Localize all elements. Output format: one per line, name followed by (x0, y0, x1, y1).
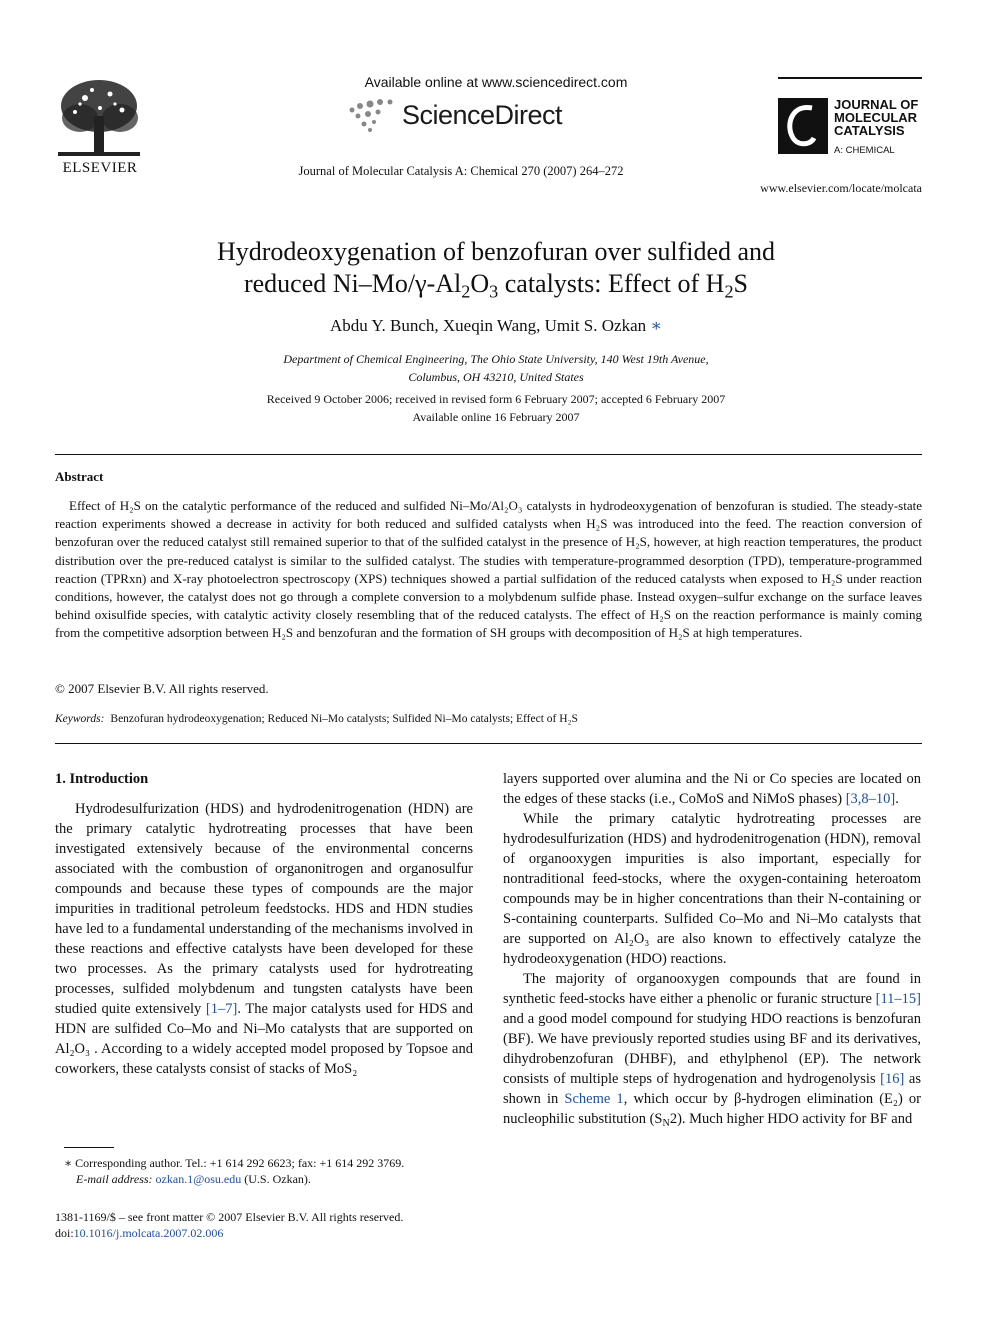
journal-url[interactable]: www.elsevier.com/locate/molcata (760, 181, 922, 195)
article-title: Hydrodeoxygenation of benzofuran over sulfided and reduced $Ni-Mo/\gamma-Al_2O_3$ catalysts: Effect of $H_2S$ (216, 237, 776, 302)
abstract-body: Effect of H₂S on the catalytic performance of the reduced and sulfided Ni–Mo/Al₂O₃ catalysts in hydrodeoxygenation of benzofuran is studied. The steady-state reaction experiments showed a decrease in activity for both reduced and sulfided catalysts when H₂S was introduced into the feed. The reaction conversion of benzofuran over the reduced catalyst still remained superior to that of the sulfided catalyst in the presence of H₂S, however, at high reaction temperatures, the product distribution over the pre-reduced catalyst is similar to the sulfided catalyst. The studies with temperature-programmed desorption (TPD), temperature-programmed reaction (TPRxn) and X-ray photoelectron spectroscopy (XPS) techniques showed a partial sulfidation of the reduced catalysts when exposed to H₂S under reaction conditions, however, the catalyst does not go through a complete conversion to a molybdenum sulfide phase. Instead oxygen–sulfur exchange on the surface leaves behind oxisulfide species, with catalytic activity closely resembling that of the reduced catalysts. The effect of H₂S on the reaction performance is mainly coming from the competitive adsorption between H₂S and benzofuran and the formation of SH groups with decomposition of H₂S at high temperatures. (55, 498, 922, 641)
scheme-link[interactable]: Scheme 1 (564, 1091, 624, 1107)
available-online-text: Available online at www.sciencedirect.com (364, 74, 628, 90)
journal-logo-rule (778, 77, 922, 79)
journal-logo-icon (778, 98, 828, 154)
top-divider (55, 454, 922, 455)
intro-paragraph-2: While the primary catalytic hydrotreating processes are hydrodesulfurization (HDS) and hydrodenitrogenation (HDN), removal of organooxygen impurities is also important, especially for nontraditional feed-stocks, where the oxygen-containing heteroatom compounds may be in higher concentrations than their N-containing or S-containing counterparts. Sulfided Co–Mo and Ni–Mo catalysts that are supported on Al₂O₃ are also known to effectively catalyze the hydrodeoxygenation (HDO) reactions. (503, 811, 921, 967)
right-column (503, 769, 921, 1129)
intro-paragraph-1: Hydrodesulfurization (HDS) and hydrodenitrogenation (HDN) are the primary catalytic hydrotreating processes that have been investigated extensively because of the environmental concerns associated with the combustion of organonitrogen and organosulfur compounds and because these types of compounds are the major impurities in traditional petroleum feedstocks. HDS and HDN studies have led to a fundamental understanding of the mechanisms involved in these reactions and effective catalysts have been developed for these two processes. As the primary catalysts used for hydrotreating processes, sulfided molybdenum and tungsten catalysts have been studied quite extensively [1–7]. The major catalysts used for HDS and HDN are sulfided Co–Mo and Ni–Mo catalysts that are supported on Al₂O₃ . According to a widely accepted model proposed by Topsoe and coworkers, these catalysts consist of stacks of MoS₂ (55, 801, 473, 1077)
citation-link[interactable]: [3,8–10] (845, 791, 896, 807)
citation-link[interactable]: [1–7] (205, 1001, 238, 1017)
journal-citation: Journal of Molecular Catalysis A: Chemical 270 (2007) 264–272 (298, 164, 624, 178)
intro-paragraph-1-cont: layers supported over alumina and the Ni or Co species are located on the edges of these stacks (i.e., CoMoS and NiMoS phases) [3,8–10]. (503, 771, 921, 807)
email-link[interactable]: ozkan.1@osu.edu (155, 1172, 242, 1186)
citation-link[interactable]: [16] (880, 1071, 905, 1087)
corresponding-author-mark[interactable]: ∗ (650, 316, 662, 335)
footnote: ∗ Corresponding author. Tel.: +1 614 292 6623; fax: +1 614 292 3769. E-mail address: ozkan.1@osu.edu (U.S. Ozkan). (64, 1156, 405, 1186)
left-column (55, 769, 473, 1079)
journal-logo-title: JOURNAL OF MOLECULAR CATALYSIS (834, 97, 919, 138)
front-matter: 1381-1169/$ – see front matter © 2007 Elsevier B.V. All rights reserved. doi:10.1016/j.molcata.2007.02.006 (55, 1210, 404, 1240)
abstract-copyright: © 2007 Elsevier B.V. All rights reserved. (55, 681, 269, 696)
citation-link[interactable]: [11–15] (875, 991, 921, 1007)
intro-paragraph-3: The majority of organooxygen compounds that are found in synthetic feed-stocks have either a phenolic or furanic structure [11–15] and a good model compound for studying HDO reactions is benzofuran (BF). We have previously reported studies using BF and its derivatives, dihydrobenzofuran (DHBF), and ethylphenol (EP). The network consists of multiple steps of hydrogenation and hydrogenolysis [16] as shown in Scheme 1, which occur by β-hydrogen elimination (E₂) or nucleophilic substitution $(S_N2)$. Much higher HDO activity for BF and (503, 971, 921, 1130)
article-dates: Received 9 October 2006; received in revised form 6 February 2007; accepted 6 February 2007 Available online 16 February 2007 (266, 392, 726, 424)
footnote-rule (64, 1147, 114, 1148)
section-heading: 1. Introduction (55, 771, 149, 787)
bottom-divider (55, 743, 922, 744)
publisher-wordmark: ELSEVIER (62, 160, 138, 176)
sciencedirect-wordmark: ScienceDirect (402, 100, 563, 130)
abstract-heading: Abstract (55, 469, 104, 484)
sciencedirect-dots-icon (344, 96, 400, 136)
journal-logo-subtitle: A: CHEMICAL (834, 145, 895, 156)
keywords: Keywords: Benzofuran hydrodeoxygenation; Reduced Ni–Mo catalysts; Sulfided Ni–Mo catalysts; Effect of H₂S (55, 713, 578, 725)
doi-link[interactable]: 10.1016/j.molcata.2007.02.006 (73, 1226, 224, 1240)
affiliation: Department of Chemical Engineering, The Ohio State University, 140 West 19th Avenue, Columbus, OH 43210, United States (283, 352, 709, 384)
author-list: Abdu Y. Bunch, Xueqin Wang, Umit S. Ozkan ∗ (330, 316, 662, 335)
